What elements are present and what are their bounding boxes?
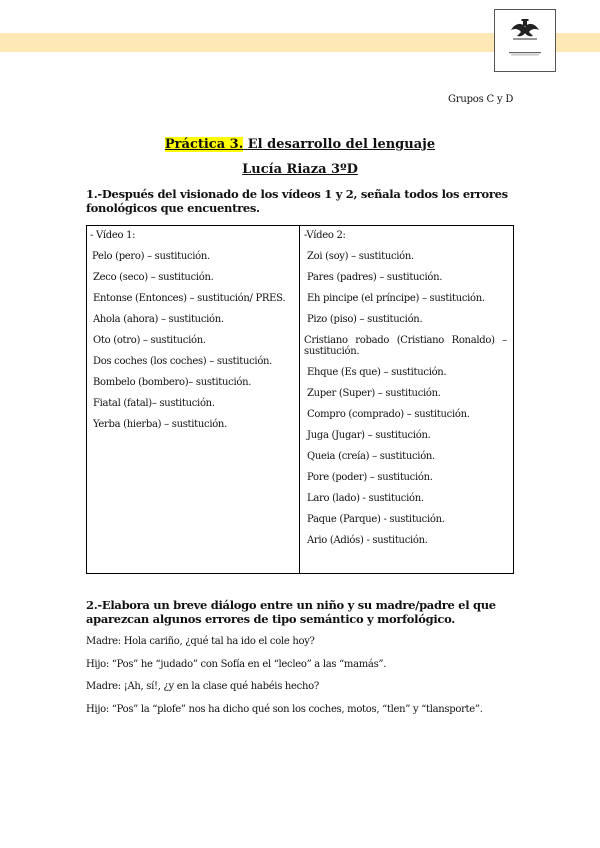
list-item: Fiatal (fatal)– sustitución.	[93, 398, 215, 409]
video-2-column	[300, 226, 513, 573]
errors-table	[86, 225, 514, 574]
list-item: Zeco (seco) – sustitución.	[93, 272, 214, 283]
dialog-line: Hijo: “Pos” la “plofe” nos ha dicho qué son los coches, motos, “tlen” y “tlansporte”.	[86, 703, 483, 715]
list-item: Cristiano robado (Cristiano Ronaldo) – sustitución.	[304, 335, 507, 357]
list-item: Ehque (Es que) – sustitución.	[307, 367, 447, 378]
list-item: Juga (Jugar) – sustitución.	[307, 430, 431, 441]
question-2: 2.-Elabora un breve diálogo entre un niño y su madre/padre el que aparezcan algunos errores de tipo semántico y morfológico.	[86, 598, 496, 626]
video-1-column	[87, 226, 300, 573]
title-highlight: Práctica 3.	[164, 137, 244, 152]
list-item: Queia (creía) – sustitución.	[307, 451, 435, 462]
list-item: Laro (lado) - sustitución.	[307, 493, 424, 504]
university-crest-icon	[495, 10, 555, 71]
dialog-line: Madre: ¡Ah, sí!, ¿y en la clase qué habéis hecho?	[86, 681, 319, 692]
dialog	[86, 636, 526, 726]
title-rest: El desarrollo del lenguaje	[243, 137, 436, 152]
list-item: Dos coches (los coches) – sustitución.	[93, 356, 273, 367]
author-name: Lucía Riaza 3ºD	[242, 162, 358, 177]
list-item: Pares (padres) – sustitución.	[307, 272, 443, 283]
list-item: Oto (otro) – sustitución.	[93, 335, 206, 346]
list-item: Ario (Adiós) - sustitución.	[307, 535, 428, 546]
page-title	[0, 137, 600, 152]
dialog-line: Madre: Hola cariño, ¿qué tal ha ido el cole hoy?	[86, 636, 315, 647]
logo	[494, 9, 556, 72]
list-item: Pore (poder) – sustitución.	[307, 472, 433, 483]
video-1-header: - Vídeo 1:	[90, 230, 136, 241]
list-item: Zoi (soy) – sustitución.	[307, 251, 414, 262]
list-item: Paque (Parque) - sustitución.	[307, 514, 445, 525]
list-item: Zuper (Super) – sustitución.	[307, 388, 441, 399]
list-item: Ahola (ahora) – sustitución.	[93, 314, 224, 325]
list-item: Entonse (Entonces) – sustitución/ PRES.	[93, 293, 286, 304]
dialog-line: Hijo: “Pos” he “judado” con Sofía en el “lecleo” a las “mamás”.	[86, 658, 387, 670]
list-item: Pizo (piso) – sustitución.	[307, 314, 423, 325]
list-item: Eh pincipe (el príncipe) – sustitución.	[307, 293, 485, 304]
list-item: Yerba (hierba) – sustitución.	[93, 419, 227, 430]
list-item: Bombelo (bombero)– sustitución.	[93, 377, 252, 388]
groups-label: Grupos C y D	[448, 94, 514, 105]
list-item: Compro (comprado) – sustitución.	[307, 409, 470, 420]
question-1: 1.-Después del visionado de los vídeos 1 y 2, señala todos los errores fonológicos que encuentres.	[86, 187, 508, 215]
list-item: Pelo (pero) – sustitución.	[92, 251, 210, 262]
video-2-header: -Vídeo 2:	[304, 230, 346, 241]
